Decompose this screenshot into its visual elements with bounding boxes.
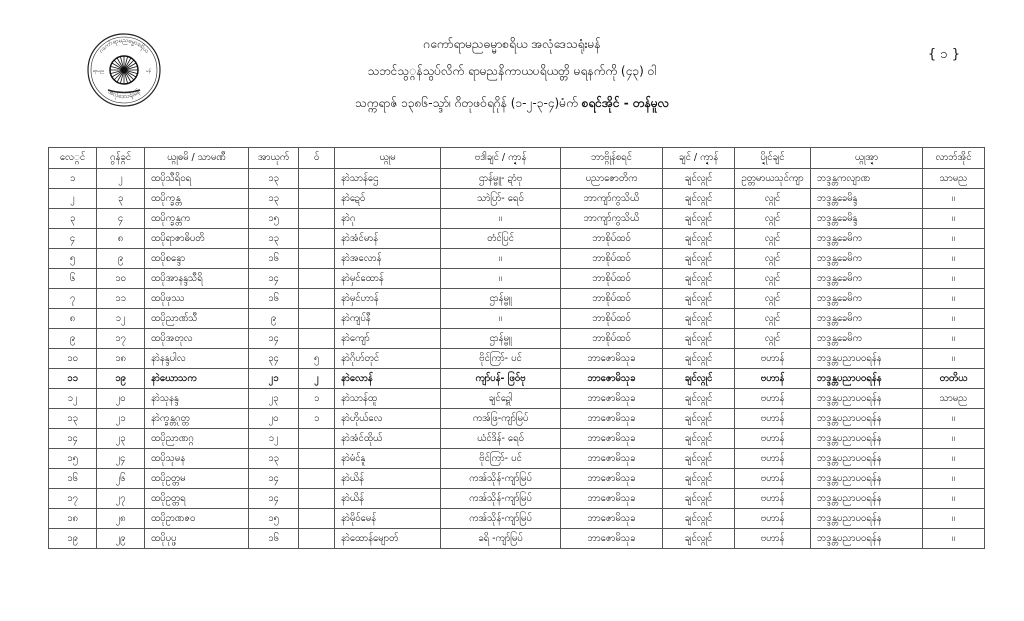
cell-state-district: ချင်လ္ဂုင်	[663, 429, 735, 449]
seal-right-text: မန်	[146, 69, 151, 74]
cell-vassa	[299, 469, 335, 489]
cell-village-township: ။	[441, 249, 561, 269]
cell-exam-center: ဗဟာန်	[735, 509, 811, 529]
cell-vassa	[299, 229, 335, 249]
cell-result: ။	[923, 189, 985, 209]
cell-rank: ၂	[49, 189, 97, 209]
cell-age: ၂၁	[249, 369, 299, 389]
cell-exam-center: ဗဟာန်	[735, 349, 811, 369]
cell-rank: ၁၁	[49, 369, 97, 389]
table-row	[49, 509, 985, 529]
header-date-line	[0, 95, 1024, 113]
cell-candidate-name: ထပိုသုမန	[145, 449, 249, 469]
cell-result: ။	[923, 449, 985, 469]
cell-village-township: ချင်ဍ္ဂေါ	[441, 389, 561, 409]
cell-roll-no: ၂၆	[97, 469, 145, 489]
cell-roll-no: ၂၁	[97, 409, 145, 429]
page-number: { ၁ }	[927, 47, 960, 62]
cell-father-name: နာဲသာန်ဌေ	[335, 169, 441, 189]
cell-monastery: ဘာဇောမိသုခ	[561, 389, 663, 409]
cell-monastery: ဘာကျာ်ကွသိယိ	[561, 209, 663, 229]
cell-father-name: နာဲမှင်ထောန်	[335, 269, 441, 289]
cell-result: ။	[923, 429, 985, 449]
results-table	[48, 147, 985, 549]
cell-monastery: ဘာစိုပ်ထဝ်	[561, 249, 663, 269]
cell-village-township: ။	[441, 309, 561, 329]
cell-result: ။	[923, 349, 985, 369]
table-row	[49, 409, 985, 429]
cell-candidate-name: ထပိုညာဏ်သီ	[145, 309, 249, 329]
cell-teacher: ဘဒ္ဒန္တခေမိက	[811, 269, 923, 289]
cell-teacher: ဘဒ္ဒန္တခေမိက	[811, 309, 923, 329]
cell-exam-center: လ္ဂုင်	[735, 269, 811, 289]
cell-monastery: ဘာဇောမိသုခ	[561, 469, 663, 489]
cell-roll-no: ၃	[97, 189, 145, 209]
cell-father-name: နာဲမှင်ဟာန်	[335, 289, 441, 309]
cell-monastery: ဘာစိုပ်ထဝ်	[561, 229, 663, 249]
cell-vassa: ၂	[299, 369, 335, 389]
column-header-candidate-name: ယ္ဂုဓမိ / သာမဏီ	[145, 148, 249, 169]
cell-monastery: ဘာဇောမိသုခ	[561, 529, 663, 549]
column-header-state-district: ချင် / က္ဍာန်	[663, 148, 735, 169]
cell-teacher: ဘဒ္ဒန္တပညာပဝရန်န	[811, 509, 923, 529]
cell-result: ။	[923, 409, 985, 429]
cell-monastery: ဘာဇောမိသုခ	[561, 489, 663, 509]
cell-teacher: ဘဒ္ဒန္တပညာပဝရန်န	[811, 409, 923, 429]
cell-result: ။	[923, 509, 985, 529]
cell-village-township: ဗိုင်ကြာ်- ပင်	[441, 349, 561, 369]
column-header-result: လာဘ်အိုင်	[923, 148, 985, 169]
column-header-teacher: ယ္ဂုအ္ဍာ	[811, 148, 923, 169]
table-row	[49, 269, 985, 289]
cell-rank: ၁၃	[49, 409, 97, 429]
table-row	[49, 489, 985, 509]
cell-monastery: ပညာဇောတိက	[561, 169, 663, 189]
cell-state-district: ချင်လ္ဂုင်	[663, 169, 735, 189]
cell-father-name: နာဲလောန်	[335, 369, 441, 389]
table-row	[49, 449, 985, 469]
cell-monastery: ဘာဇောမိသုခ	[561, 449, 663, 469]
cell-age: ၁၃	[249, 169, 299, 189]
cell-candidate-name: နာဲဃောသက	[145, 369, 249, 389]
cell-village-township: ကအ်သိုန်-ကျာ်မြပ်	[441, 509, 561, 529]
column-header-roll-no: ဂွန်ခ္ဂင်	[97, 148, 145, 169]
cell-father-name: နာဲယိန်	[335, 489, 441, 509]
table-row	[49, 209, 985, 229]
header-exam-title: သဘင်သွ္ဂန်သွပ်လိက် ရာမညနိကာယပရိယတ္တိ မရနက်ကို (၄၃) ဝါ	[367, 64, 657, 78]
cell-exam-center: လ္ဂုင်	[735, 229, 811, 249]
cell-candidate-name: ထပိုဥတ္တမ	[145, 469, 249, 489]
cell-exam-center: လ္ဂုင်	[735, 249, 811, 269]
cell-candidate-name: ထပိုစန္ဒော	[145, 249, 249, 269]
table-row	[49, 389, 985, 409]
cell-teacher: ဘဒ္ဒန္တကလျာဏ	[811, 169, 923, 189]
cell-father-name: နာဲမံင်နူ	[335, 449, 441, 469]
cell-vassa	[299, 429, 335, 449]
cell-vassa: ၅	[299, 349, 335, 369]
cell-age: ၂၀	[249, 409, 299, 429]
cell-state-district: ချင်လ္ဂုင်	[663, 509, 735, 529]
table-row	[49, 329, 985, 349]
cell-vassa	[299, 509, 335, 529]
column-header-age: အာယုက်	[249, 148, 299, 169]
cell-result: ။	[923, 489, 985, 509]
cell-roll-no: ၂၀	[97, 389, 145, 409]
cell-father-name: နာဲအံင်ထိုယ်	[335, 429, 441, 449]
cell-vassa: ၁	[299, 409, 335, 429]
cell-village-township: ယံင်ဒိန်- ရေဝ်	[441, 429, 561, 449]
cell-state-district: ချင်လ္ဂုင်	[663, 249, 735, 269]
cell-village-township: ခရိ -ကျာ်မြပ်	[441, 529, 561, 549]
cell-teacher: ဘဒ္ဒန္တပညာပဝရန်န	[811, 489, 923, 509]
cell-result: သာမည	[923, 389, 985, 409]
cell-candidate-name: ထပိုရာဇာဓိပတိ	[145, 229, 249, 249]
cell-age: ၁၄	[249, 329, 299, 349]
cell-father-name: နာဲဂု	[335, 209, 441, 229]
cell-teacher: ဘဒ္ဒန္တပညာပဝရန်န	[811, 429, 923, 449]
cell-monastery: ဘာကျာ်ကွသိယိ	[561, 189, 663, 209]
cell-exam-center: ဗဟာန်	[735, 529, 811, 549]
cell-state-district: ချင်လ္ဂုင်	[663, 349, 735, 369]
cell-father-name: နာဲမိုဝ်မေန်	[335, 509, 441, 529]
column-header-village-township: ဗဒါဲချင် / က္ဍာန်	[441, 148, 561, 169]
cell-monastery: ဘာစိုပ်ထဝ်	[561, 309, 663, 329]
table-row	[49, 229, 985, 249]
cell-monastery: ဘာဇောမိသုခ	[561, 369, 663, 389]
cell-roll-no: ၂၈	[97, 509, 145, 529]
cell-roll-no: ၁၀	[97, 269, 145, 289]
cell-father-name: နာဲကျပ်နီ	[335, 309, 441, 329]
cell-teacher: ဘဒ္ဒန္တပညာပဝရန်န	[811, 389, 923, 409]
cell-roll-no: ၁၈	[97, 349, 145, 369]
cell-exam-center: ဗဟာန်	[735, 449, 811, 469]
table-row	[49, 249, 985, 269]
cell-state-district: ချင်လ္ဂုင်	[663, 289, 735, 309]
seal-bottom-text: အလုံဒေသရုံးမန်	[106, 88, 142, 101]
cell-monastery: ဘာဇောမိသုခ	[561, 409, 663, 429]
cell-roll-no: ၂	[97, 169, 145, 189]
table-row	[49, 429, 985, 449]
cell-state-district: ချင်လ္ဂုင်	[663, 389, 735, 409]
cell-monastery: ဘာဇောမိသုခ	[561, 429, 663, 449]
cell-candidate-name: ထပိုဖုဿ	[145, 289, 249, 309]
cell-result: ။	[923, 229, 985, 249]
cell-candidate-name: ထပိုအာနန္ဒသီရိ	[145, 269, 249, 289]
cell-village-township: ဌာန်မ္ဗူ	[441, 289, 561, 309]
cell-rank: ၃	[49, 209, 97, 229]
cell-vassa	[299, 169, 335, 189]
cell-roll-no: ၂၄	[97, 449, 145, 469]
cell-rank: ၆	[49, 269, 97, 289]
cell-state-district: ချင်လ္ဂုင်	[663, 209, 735, 229]
cell-village-township: ဌာန်မ္ဗူ	[441, 329, 561, 349]
cell-age: ၁၃	[249, 229, 299, 249]
cell-vassa	[299, 249, 335, 269]
cell-candidate-name: နာဲက္ခန္တဂုတ္တ	[145, 409, 249, 429]
cell-exam-center: လ္ဂုင်	[735, 329, 811, 349]
cell-rank: ၁၈	[49, 509, 97, 529]
cell-rank: ၁၂	[49, 389, 97, 409]
cell-father-name: နာဲဂိုဟ်တုင်	[335, 349, 441, 369]
cell-roll-no: ၂၃	[97, 429, 145, 449]
cell-age: ၁၃	[249, 189, 299, 209]
cell-state-district: ချင်လ္ဂုင်	[663, 189, 735, 209]
cell-state-district: ချင်လ္ဂုင်	[663, 369, 735, 389]
cell-rank: ၉	[49, 329, 97, 349]
cell-age: ၁၆	[249, 289, 299, 309]
cell-exam-center: ဗဟာန်	[735, 489, 811, 509]
cell-exam-center: လ္ဂုင်	[735, 189, 811, 209]
cell-state-district: ချင်လ္ဂုင်	[663, 269, 735, 289]
cell-state-district: ချင်လ္ဂုင်	[663, 489, 735, 509]
cell-result: ။	[923, 529, 985, 549]
cell-teacher: ဘဒ္ဒန္တပညာပဝရန်န	[811, 469, 923, 489]
cell-candidate-name: ထပိုပုပ္ဖ	[145, 529, 249, 549]
cell-village-township: သာဲပြာ်- ရေဝ်	[441, 189, 561, 209]
cell-roll-no: ၁၂	[97, 309, 145, 329]
cell-result: ။	[923, 469, 985, 489]
cell-teacher: ဘဒ္ဒန္တပညာပဝရန်န	[811, 369, 923, 389]
cell-age: ၉	[249, 309, 299, 329]
cell-teacher: ဘဒ္ဒန္တခေမိက	[811, 249, 923, 269]
cell-exam-center: ဗဟာန်	[735, 389, 811, 409]
cell-state-district: ချင်လ္ဂုင်	[663, 409, 735, 429]
table-row	[49, 169, 985, 189]
cell-state-district: ချင်လ္ဂုင်	[663, 449, 735, 469]
cell-state-district: ချင်လ္ဂုင်	[663, 329, 735, 349]
cell-village-township: ကအ်သိုန်-ကျာ်မြပ်	[441, 469, 561, 489]
cell-result: ။	[923, 249, 985, 269]
cell-age: ၁၄	[249, 269, 299, 289]
cell-result: တတိယ	[923, 369, 985, 389]
cell-state-district: ချင်လ္ဂုင်	[663, 529, 735, 549]
table-row	[49, 289, 985, 309]
cell-rank: ၁၇	[49, 489, 97, 509]
cell-village-township: တံင်ပြင်	[441, 229, 561, 249]
cell-village-township: ။	[441, 269, 561, 289]
cell-teacher: ဘဒ္ဒန္တခေမိက	[811, 289, 923, 309]
cell-teacher: ဘဒ္ဒန္တပညာပဝရန်န	[811, 349, 923, 369]
seal-top-text: ဂကော်ရာမညဓမ္မာစရိယ	[97, 36, 151, 55]
cell-vassa	[299, 529, 335, 549]
cell-vassa	[299, 309, 335, 329]
header-organization: ဂကော်ရာမညဓမ္မာစရိယ အလုံဒေသရုံးမန်	[423, 37, 601, 51]
cell-village-township: ။	[441, 209, 561, 229]
cell-roll-no: ၈	[97, 229, 145, 249]
table-body	[49, 169, 985, 549]
cell-father-name: နာဲဍေဝ်	[335, 189, 441, 209]
cell-age: ၁၄	[249, 489, 299, 509]
column-header-vassa: ဝ်	[299, 148, 335, 169]
cell-father-name: နာဲထောန်မျောတ်	[335, 529, 441, 549]
cell-result: ။	[923, 309, 985, 329]
cell-father-name: နာဲအလောန်	[335, 249, 441, 269]
cell-village-township: ဗိုင်ကြာ်- ပင်	[441, 449, 561, 469]
cell-exam-center: ဗဟာန်	[735, 429, 811, 449]
cell-father-name: နာဲသာန်ထူ	[335, 389, 441, 409]
cell-state-district: ချင်လ္ဂုင်	[663, 469, 735, 489]
header-list-type: စရင်အိုင် - တန်မူလ	[581, 96, 669, 110]
column-header-monastery: ဘာဗ္ဂိုန်စရင်	[561, 148, 663, 169]
cell-father-name: နာဲဟိုယ်လေ	[335, 409, 441, 429]
cell-rank: ၅	[49, 249, 97, 269]
cell-village-township: ကအ်သိုန်-ကျာ်မြပ်	[441, 489, 561, 509]
cell-exam-center: ဥတ္တမာယသုင်ကျာ	[735, 169, 811, 189]
cell-vassa	[299, 449, 335, 469]
cell-age: ၁၅	[249, 509, 299, 529]
table-row	[49, 309, 985, 329]
cell-roll-no: ၁၁	[97, 289, 145, 309]
cell-state-district: ချင်လ္ဂုင်	[663, 229, 735, 249]
cell-father-name: နာဲကျော်	[335, 329, 441, 349]
cell-vassa	[299, 329, 335, 349]
seal-left-text: ရာမည	[93, 69, 105, 74]
cell-monastery: ဘာဇောမိသုခ	[561, 349, 663, 369]
column-header-rank: လေ္ဂင်	[49, 148, 97, 169]
cell-candidate-name: ထပိုဥာဏဇဝ	[145, 509, 249, 529]
cell-vassa	[299, 489, 335, 509]
cell-roll-no: ၂၇	[97, 489, 145, 509]
cell-rank: ၁၀	[49, 349, 97, 369]
table-row	[49, 349, 985, 369]
cell-result: သာမည	[923, 169, 985, 189]
cell-rank: ၄	[49, 229, 97, 249]
cell-candidate-name: ထပိုအတုလ	[145, 329, 249, 349]
cell-age: ၁၅	[249, 209, 299, 229]
cell-father-name: နာဲအံင်မာန်	[335, 229, 441, 249]
cell-roll-no: ၁၉	[97, 369, 145, 389]
column-header-father-name: ယ္ဂုမ	[335, 148, 441, 169]
cell-rank: ၇	[49, 289, 97, 309]
cell-village-township: ကျာ်ပန်- ဖြဝ်ဗု	[441, 369, 561, 389]
cell-exam-center: ဗဟာန်	[735, 469, 811, 489]
table-row	[49, 469, 985, 489]
cell-state-district: ချင်လ္ဂုင်	[663, 309, 735, 329]
cell-age: ၁၆	[249, 249, 299, 269]
cell-monastery: ဘာစိုပ်ထဝ်	[561, 329, 663, 349]
cell-candidate-name: ထပိုဥတ္တရ	[145, 489, 249, 509]
cell-vassa	[299, 269, 335, 289]
cell-exam-center: ဗဟာန်	[735, 369, 811, 389]
cell-exam-center: လ္ဂုင်	[735, 309, 811, 329]
cell-roll-no: ၁၇	[97, 329, 145, 349]
cell-village-township: ဌာန်မ္ဗူ- ဍာံဗု	[441, 169, 561, 189]
cell-vassa	[299, 209, 335, 229]
cell-vassa	[299, 189, 335, 209]
cell-age: ၁၃	[249, 449, 299, 469]
cell-candidate-name: ထပိုက္ခန္တ	[145, 189, 249, 209]
cell-candidate-name: နာဲနန္ဒပါလ	[145, 349, 249, 369]
cell-rank: ၁၆	[49, 469, 97, 489]
cell-result: ။	[923, 269, 985, 289]
cell-age: ၃၄	[249, 349, 299, 369]
cell-teacher: ဘဒ္ဒန္တပညာပဝရန်န	[811, 449, 923, 469]
cell-exam-center: ဗဟာန်	[735, 409, 811, 429]
table-header-row	[49, 148, 985, 169]
cell-age: ၁၂	[249, 429, 299, 449]
table-row	[49, 189, 985, 209]
cell-rank: ၈	[49, 309, 97, 329]
cell-monastery: ဘာဇောမိသုခ	[561, 509, 663, 529]
cell-result: ။	[923, 289, 985, 309]
cell-roll-no: ၉	[97, 249, 145, 269]
table-row	[49, 529, 985, 549]
cell-village-township: ကအ်ဖြ-ကျာ်မြပ်	[441, 409, 561, 429]
header-date-text: သက္ကရာဇ် ၁၃၈၆-သ္ဒာ်၊ ဂိတုဖဝ်ရဂိုန် (၁-၂-၃-၄)မံက်	[355, 96, 578, 110]
cell-monastery: ဘာစိုပ်ထဝ်	[561, 269, 663, 289]
cell-rank: ၁၅	[49, 449, 97, 469]
cell-exam-center: လ္ဂုင်	[735, 289, 811, 309]
cell-rank: ၁	[49, 169, 97, 189]
cell-teacher: ဘဒ္ဒန္တခေမိက	[811, 329, 923, 349]
cell-teacher: ဘဒ္ဒန္တခေမိန္ဒ	[811, 189, 923, 209]
cell-age: ၁၄	[249, 469, 299, 489]
cell-rank: ၁၉	[49, 529, 97, 549]
cell-age: ၁၆	[249, 529, 299, 549]
cell-vassa	[299, 289, 335, 309]
cell-result: ။	[923, 209, 985, 229]
cell-teacher: ဘဒ္ဒန္တပညာပဝရန်န	[811, 529, 923, 549]
cell-candidate-name: ထပိုက္ခန္တက	[145, 209, 249, 229]
cell-exam-center: လ္ဂုင်	[735, 209, 811, 229]
cell-candidate-name: နာဲသုနန္ဒ	[145, 389, 249, 409]
cell-roll-no: ၂၉	[97, 529, 145, 549]
cell-vassa: ၁	[299, 389, 335, 409]
cell-age: ၂၃	[249, 389, 299, 409]
cell-monastery: ဘာစိုပ်ထဝ်	[561, 289, 663, 309]
column-header-exam-center: ပ္ဍိုင်ချင်	[735, 148, 811, 169]
cell-result: ။	[923, 329, 985, 349]
cell-candidate-name: ထပိုသီရိဝရ	[145, 169, 249, 189]
cell-roll-no: ၄	[97, 209, 145, 229]
cell-teacher: ဘဒ္ဒန္တခေမိန္ဒ	[811, 209, 923, 229]
cell-candidate-name: ထပိုညာဏဂ္ဂ	[145, 429, 249, 449]
table-row	[49, 369, 985, 389]
cell-rank: ၁၄	[49, 429, 97, 449]
cell-teacher: ဘဒ္ဒန္တခေမိက	[811, 229, 923, 249]
cell-father-name: နာဲယိန်	[335, 469, 441, 489]
